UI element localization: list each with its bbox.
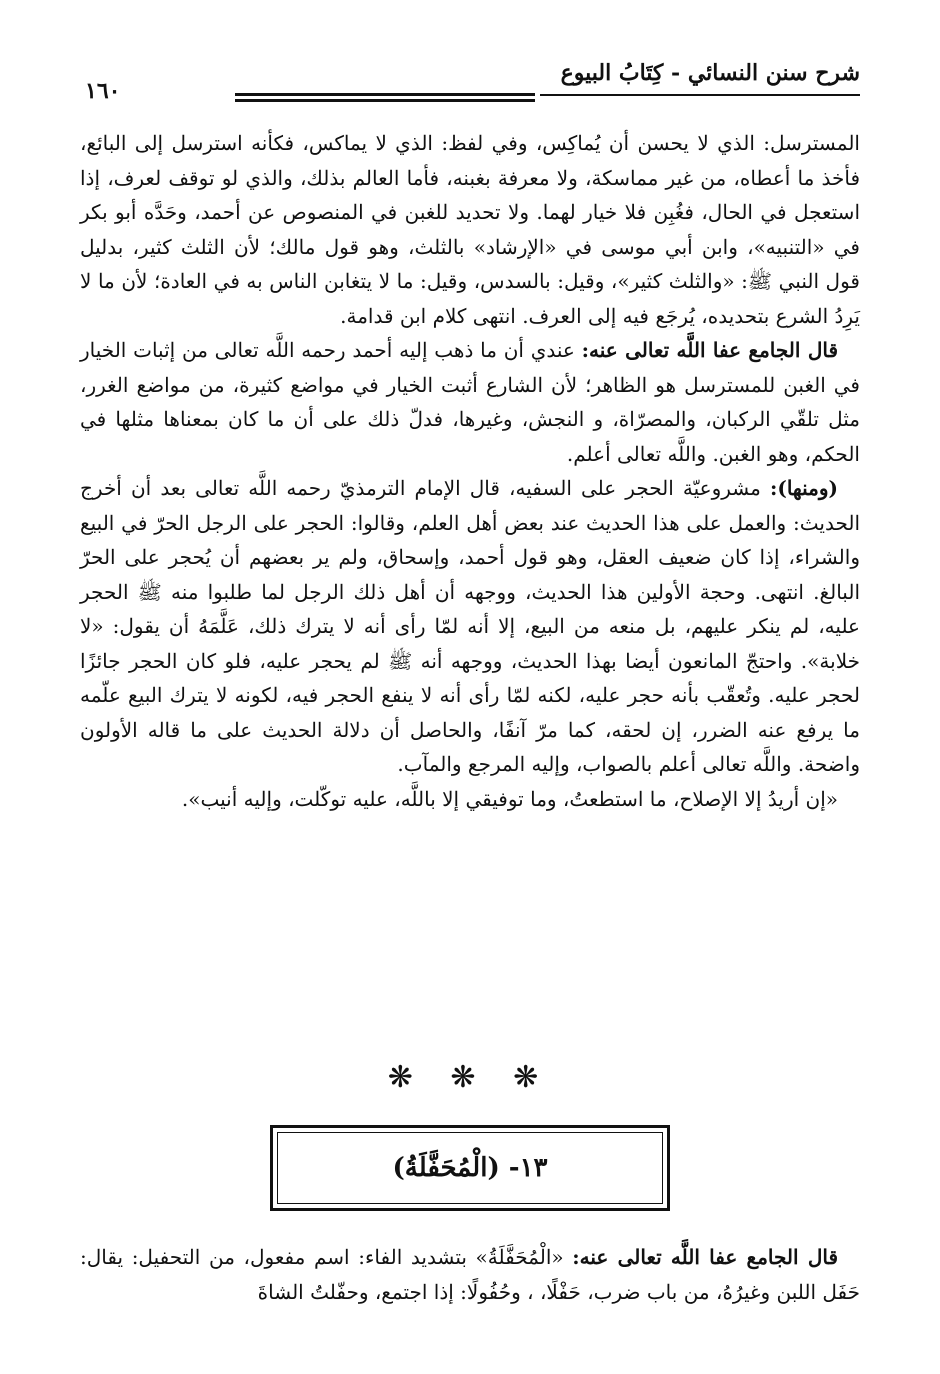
paragraph-text: مشروعيّة الحجر على السفيه، قال الإمام الترمذيّ رحمه اللَّه تعالى بعد أن أخرج الحديث: والعمل على هذا الحديث عند بعض أهل العلم، وقالوا: الحجر على الرجل الحرّ في البيع والشراء، إذا كان ضعيف العقل، وهو قول أحمد، وإسحاق، ولم ير بعضهم أن يُحجر على الحرّ البالغ. انتهى. وحجة الأولين هذا الحديث، ووجهه أن أهل ذلك الرجل لما طلبوا منه ﷺ الحجر عليه، لم ينكر عليهم، بل منعه من البيع، إلا أنه لمّا رأى أنه لا يترك ذلك، عَلَّمَهُ أن يقول: «لا خلابة». واحتجّ المانعون أيضا بهذا الحديث، ووجهه أنه ﷺ لم يحجر عليه، فلو كان الحجر جائزًا لحجر عليه. وتُعقّب بأنه حجر عليه، لكنه لمّا رأى أنه لا ينفع الحجر فيه، لكونه لا يترك البيع علّمه ما يرفع عنه الضرر، إن لحقه، كما مرّ آنفًا، والحاصل أن دلالة الحديث على ما قاله الأولون واضحة. واللَّه تعالى أعلم بالصواب، وإليه المرجع والمآب. bbox=[80, 476, 861, 776]
chapter-text bbox=[80, 1240, 860, 1309]
quran-quote: «إن أريدُ إلا الإصلاح، ما استطعتُ، وما توفيقي إلا باللَّه، عليه توكّلت، وإليه أنيب». bbox=[181, 786, 838, 811]
chapter-heading-box bbox=[270, 1125, 670, 1211]
paragraph-text: «الْمُحَفَّلَةُ» بتشديد الفاء: اسم مفعول، من التحفيل: يقال: حَفَل اللبن وغيرُهُ، من باب ضرب، حَفْلًا، ، وحُفُولًا: إذا اجتمع، وحفّلتُ الشاةَ bbox=[80, 1245, 860, 1304]
main-text bbox=[80, 126, 860, 816]
header-rule bbox=[235, 99, 535, 102]
header-rules bbox=[235, 93, 535, 105]
paragraph-text: عندي أن ما ذهب إليه أحمد رحمه اللَّه تعالى من إثبات الخيار في الغبن للمسترسل هو الظاهر؛ لأن الشارع أثبت الخيار في مواضع كثيرة، من مواضع الغرر، مثل تلقّي الركبان، والمصرّاة، و النجش، وغيرها، فدلّ ذلك على أن ما كان بمعناها مثلها في الحكم، وهو الغبن. واللَّه تعالى أعلم. bbox=[80, 338, 860, 466]
paragraph bbox=[80, 126, 860, 333]
paragraph-lead: (ومنها): bbox=[769, 476, 838, 500]
paragraph bbox=[80, 471, 860, 782]
header-rule bbox=[235, 93, 535, 96]
paragraph-lead: قال الجامع عفا اللَّه تعالى عنه: bbox=[581, 338, 839, 362]
page-header bbox=[85, 52, 860, 112]
chapter-title: ١٣- (الْمُحَفَّلَةُ) bbox=[392, 1153, 548, 1183]
paragraph bbox=[80, 333, 860, 471]
chapter-heading-inner bbox=[277, 1132, 663, 1204]
paragraph bbox=[80, 782, 860, 817]
page-number: ١٦٠ bbox=[85, 78, 121, 104]
section-separator: ❋ ❋ ❋ bbox=[387, 1060, 553, 1095]
paragraph-text: المسترسل: الذي لا يحسن أن يُماكِس، وفي لفظ: الذي لا يماكس، فكأنه استرسل إلى البائع، فأخذ ما أعطاه، من غير مماسكة، ولا معرفة بغبنه، فأما العالم بذلك، والذي لو توقف لعرف، إذا استعجل في الحال، فغُبِن فلا خيار لهما. ولا تحديد للغبن في المنصوص عن أحمد، وحَدَّه أبو بكر في «التنبيه»، وابن أبي موسى في «الإرشاد» بالثلث، وهو قول مالك؛ لأن الثلث كثير، بدليل قول النبي ﷺ: «والثلث كثير»، وقيل: بالسدس، وقيل: ما لا يتغابن الناس به في العادة؛ لأن ما لا يَرِدُ الشرع بتحديده، يُرجَع فيه إلى العرف. انتهى كلام ابن قدامة. bbox=[80, 131, 860, 328]
paragraph bbox=[80, 1240, 860, 1309]
paragraph-lead: قال الجامع عفا اللَّه تعالى عنه: bbox=[572, 1245, 838, 1269]
running-title: شرح سنن النسائي - كِتَابُ البيوع bbox=[560, 60, 860, 86]
title-underline bbox=[540, 94, 860, 96]
